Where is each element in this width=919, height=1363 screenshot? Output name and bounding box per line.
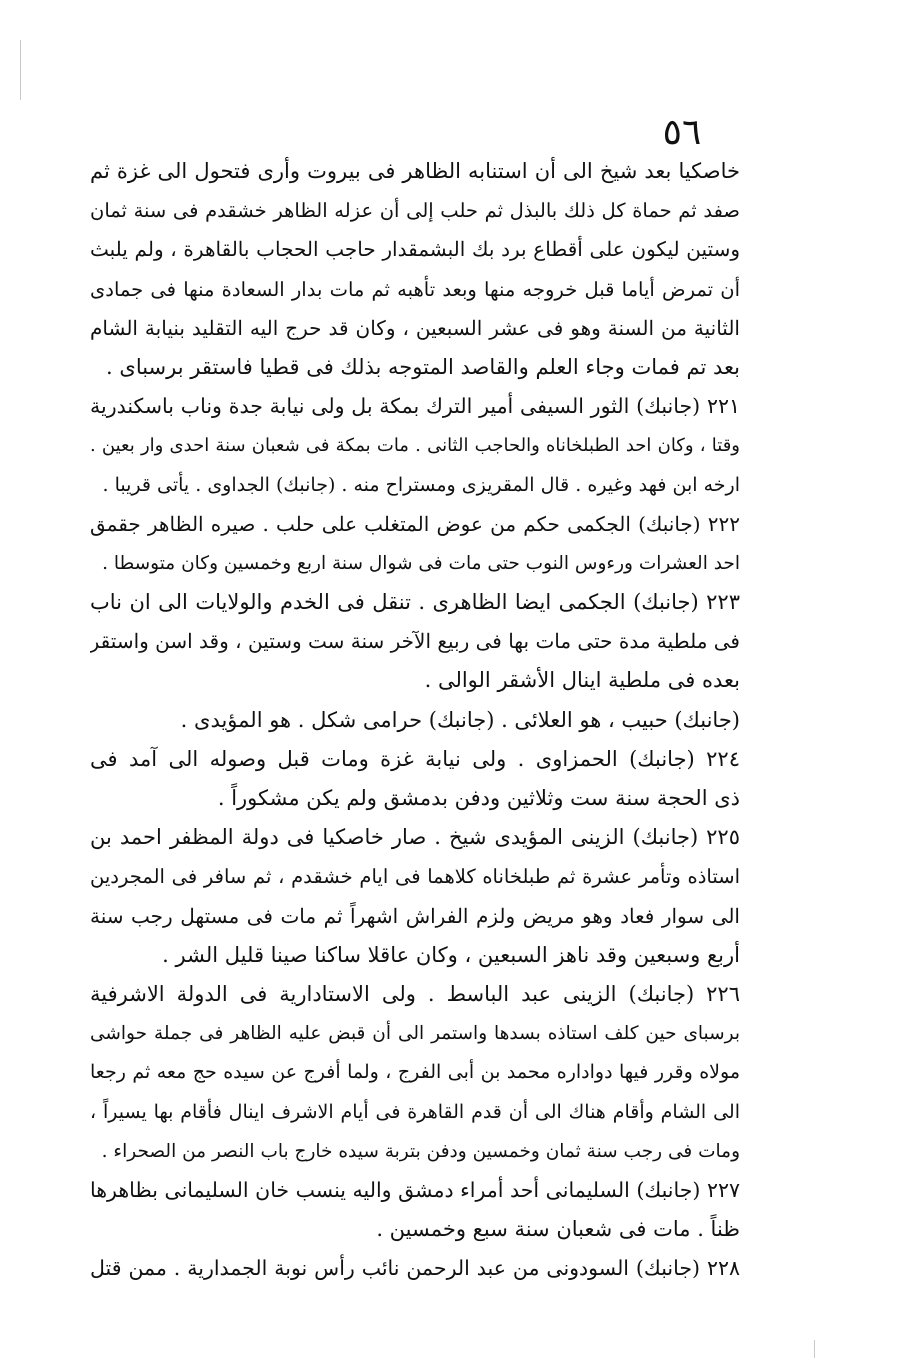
text-line: صفد ثم حماة كل ذلك بالبذل ثم حلب إلى أن عزله الظاهر خشقدم فى سنة ثمان — [90, 199, 740, 223]
text-line: بعد تم فمات وجاء العلم والقاصد المتوجه بذلك فى قطيا فاستقر برسباى . — [106, 354, 740, 379]
text-line: ٢٢٤ (جانبك) الحمزاوى . ولى نيابة غزة ومات قبل وصوله الى آمد فى — [90, 746, 740, 771]
text-line: الثانية من السنة وهو فى عشر السبعين ، وكان قد حرج اليه التقليد بنيابة الشام — [90, 315, 740, 340]
text-line: ٢٢٢ (جانبك) الجكمى حكم من عوض المتغلب على حلب . صيره الظاهر جقمق — [90, 511, 740, 536]
text-line: (جانبك) حبيب ، هو العلائى . (جانبك) حرامى شكل . هو المؤيدى . — [180, 707, 740, 732]
text-line: ٢٢٣ (جانبك) الجكمى ايضا الظاهرى . تنقل فى الخدم والولايات الى ان ناب — [90, 590, 740, 615]
text-line: فى ملطية مدة حتى مات بها فى ربيع الآخر سنة ست وستين ، وقد اسن واستقر — [90, 629, 740, 654]
text-line: وقتا ، وكان احد الطبلخاناه والحاجب الثانى . مات بمكة فى شعبان سنة احدى وار بعين . — [90, 435, 740, 457]
text-line: ٢٢٧ (جانبك) السليمانى أحد أمراء دمشق واليه ينسب خان السليمانى بظاهرها — [90, 1177, 740, 1202]
text-line: ٢٢١ (جانبك) الثور السيفى أمير الترك بمكة بل ولى نيابة جدة وناب باسكندرية — [90, 394, 740, 419]
text-line: الى الشام وأقام هناك الى أن قدم القاهرة فى أيام الاشرف اينال فأقام بها يسيراً ، — [90, 1100, 740, 1123]
text-line: ذى الحجة سنة ست وثلاثين ودفن بدمشق ولم يكن مشكوراً . — [217, 786, 740, 810]
text-line: أن تمرض أياما قبل خروجه منها وبعد تأهبه ثم مات بدار السعادة منها فى جمادى — [90, 277, 740, 301]
text-line: أربع وسبعين وقد ناهز السبعين ، وكان عاقلا ساكنا صينا قليل الشر . — [162, 942, 740, 967]
text-line: احد العشرات ورءوس النوب حتى مات فى شوال سنة اربع وخمسين وكان متوسطا . — [102, 552, 740, 574]
scan-edge-mark — [20, 40, 21, 100]
text-line: استاذه وتأمر عشرة ثم طبلخاناه كلاهما فى ايام خشقدم ، ثم سافر فى المجردين — [90, 865, 740, 889]
text-line: بعده فى ملطية اينال الأشقر الوالى . — [424, 668, 740, 693]
text-line: ٢٢٨ (جانبك) السودونى من عبد الرحمن نائب رأس نوبة الجمدارية . ممن قتل — [90, 1256, 740, 1281]
text-line: ٢٢٥ (جانبك) الزينى المؤيدى شيخ . صار خاصكيا فى دولة المظفر احمد بن — [90, 825, 740, 850]
text-line: مولاه وقرر فيها دواداره محمد بن أبى الفرج ، ولما أفرج عن سيده حج معه ثم رجعا — [90, 1061, 740, 1084]
text-line: الى سوار فعاد وهو مريض ولزم الفراش اشهراً ثم مات فى مستهل رجب سنة — [90, 903, 740, 928]
text-line: ارخه ابن فهد وغيره . قال المقريزى ومستراح منه . (جانبك) الجداوى . يأتى قريبا . — [102, 473, 740, 496]
text-line: وستين ليكون على أقطاع برد بك البشمقدار حاجب الحجاب بالقاهرة ، ولم يلبث — [90, 237, 740, 262]
scan-edge-mark — [814, 1340, 815, 1358]
text-line: ظناً . مات فى شعبان سنة سبع وخمسين . — [376, 1217, 740, 1242]
page-number: ٥٦ — [662, 112, 702, 153]
body-text — [90, 152, 740, 1288]
text-line: ٢٢٦ (جانبك) الزينى عبد الباسط . ولى الاستادارية فى الدولة الاشرفية — [90, 981, 740, 1006]
text-line: ومات فى رجب سنة ثمان وخمسين ودفن بتربة سيده خارج باب النصر من الصحراء . — [101, 1140, 740, 1162]
text-line: برسباى حين كلف استاذه بسدها واستمر الى أن قبض عليه الظاهر فى جملة حواشى — [90, 1023, 740, 1045]
text-line: خاصكيا بعد شيخ الى أن استنابه الظاهر فى بيروت وأرى فتحول الى غزة ثم — [90, 159, 740, 183]
